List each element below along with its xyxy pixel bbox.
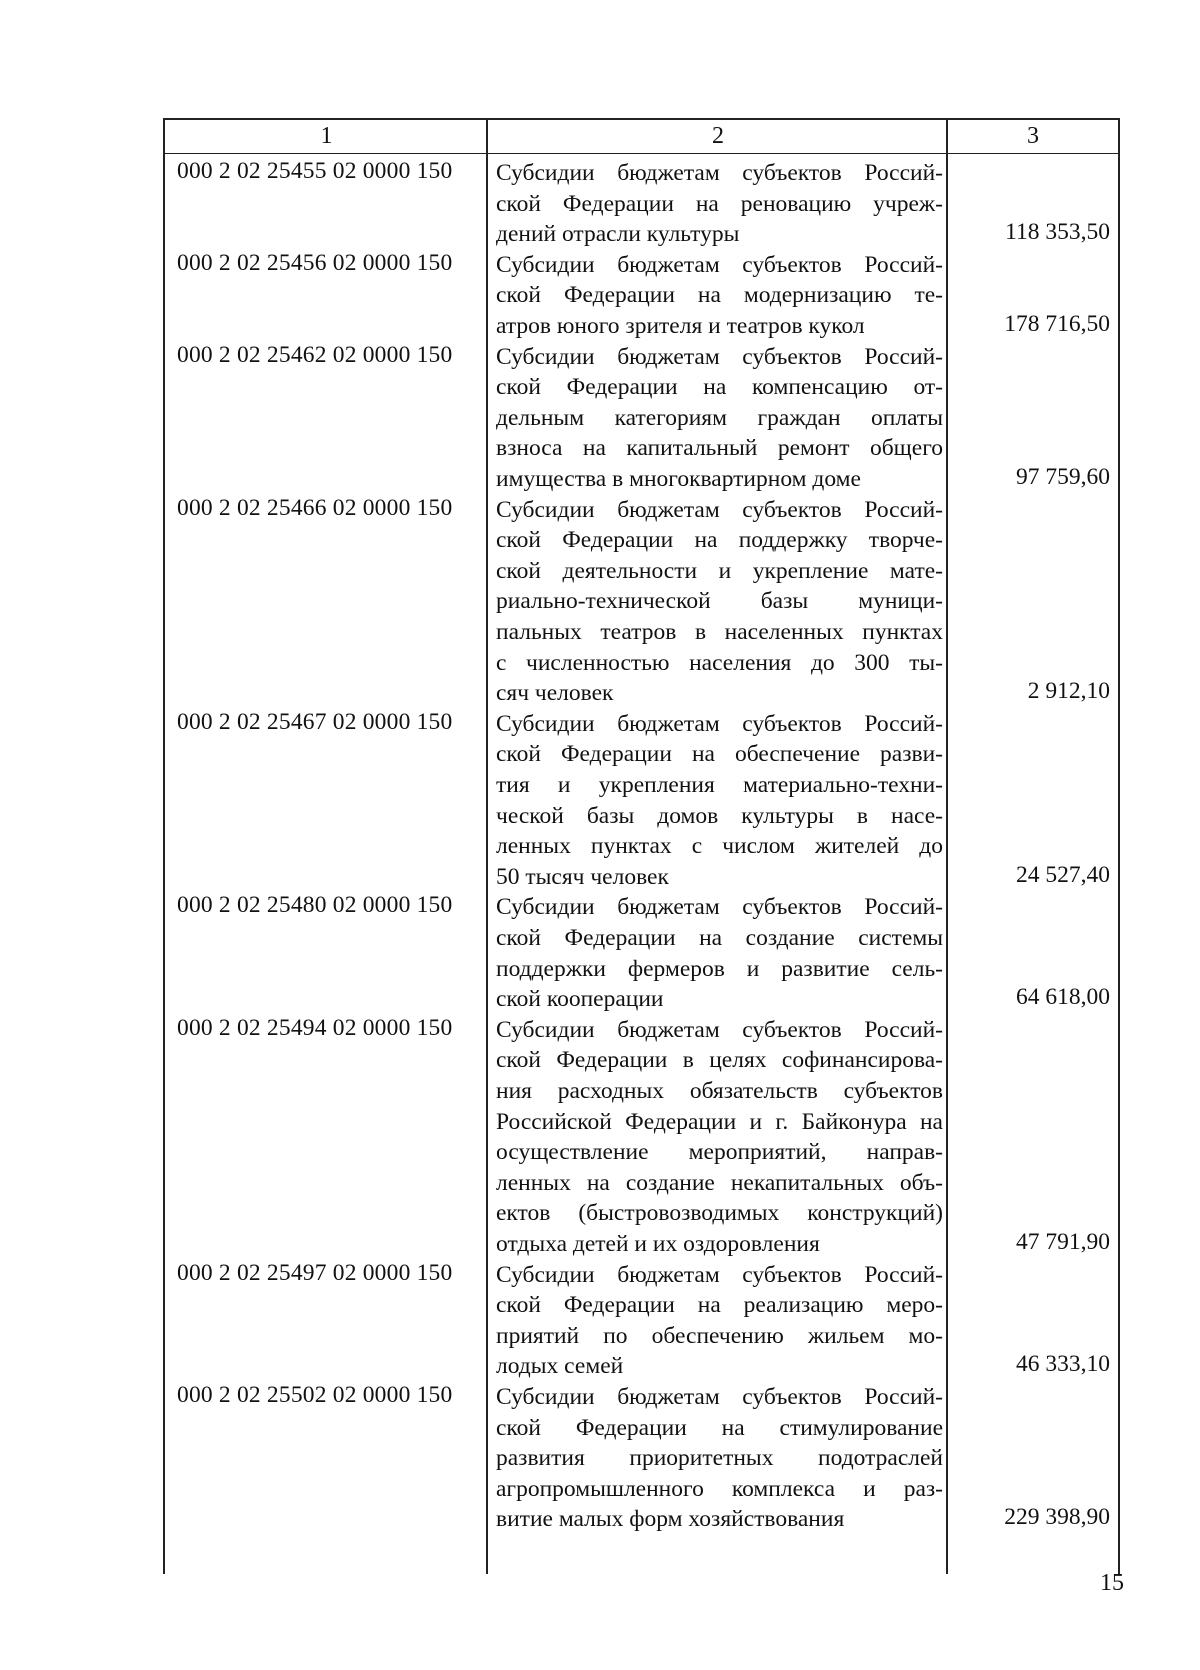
amount-value: 47 791,90 — [1016, 1228, 1110, 1255]
description-line: пальных театров в населенных пунктах — [496, 618, 943, 645]
table-row — [165, 250, 1118, 342]
description-line: дельным категориям граждан оплаты — [496, 404, 943, 431]
description-line: ленных на создание некапитальных объ- — [496, 1169, 943, 1196]
table-row — [165, 892, 1118, 1014]
description-line: 50 тысяч человек — [496, 863, 669, 890]
amount-value: 229 398,90 — [1004, 1504, 1110, 1531]
budget-code: 000 2 02 25462 02 0000 150 — [177, 341, 453, 368]
budget-code: 000 2 02 25455 02 0000 150 — [177, 158, 453, 184]
amount-value: 118 353,50 — [1005, 219, 1110, 246]
description-line: риально-технической базы муници- — [496, 588, 943, 615]
description-line: Российской Федерации и г. Байконура на — [496, 1108, 943, 1135]
description-line: с численностью населения до 300 ты- — [496, 649, 943, 676]
table-row — [165, 1015, 1118, 1260]
table-body — [163, 154, 1120, 1574]
description-line: имущества в многоквартирном доме — [496, 465, 861, 492]
description-line: Субсидии бюджетам субъектов Россий- — [496, 894, 943, 921]
description-line: взноса на капитальный ремонт общего — [496, 435, 943, 462]
description-line: ской Федерации на поддержку творче- — [496, 527, 943, 554]
amount-value: 64 618,00 — [1016, 984, 1110, 1011]
amount-value: 24 527,40 — [1016, 861, 1110, 888]
header-col-3: 3 — [1027, 123, 1039, 149]
description-line: ской Федерации на модернизацию те- — [496, 282, 943, 309]
description-line: ской Федерации на реализацию меро- — [496, 1292, 943, 1319]
subsidy-description — [496, 1015, 943, 1260]
description-line: ской Федерации на реновацию учреж- — [496, 190, 943, 217]
description-line: Субсидии бюджетам субъектов Россий- — [496, 1384, 943, 1410]
subsidy-description — [496, 495, 943, 709]
description-line: ской Федерации на создание системы — [496, 924, 943, 951]
description-line: Субсидии бюджетам субъектов Россий- — [496, 710, 943, 737]
description-line: тия и укрепления материально-техни- — [496, 771, 943, 798]
description-line: осуществление мероприятий, направ- — [496, 1139, 943, 1166]
description-line: ектов (быстровозводимых конструкций) — [496, 1200, 943, 1227]
table-row — [165, 1382, 1118, 1535]
description-line: лодых семей — [496, 1353, 624, 1380]
subsidy-description — [496, 1382, 943, 1535]
subsidy-table — [163, 118, 1120, 1574]
header-divider — [486, 120, 488, 153]
description-line: Субсидии бюджетам субъектов Россий- — [496, 1261, 943, 1288]
amount-value: 46 333,10 — [1016, 1351, 1110, 1378]
subsidy-description — [496, 709, 943, 893]
table-row — [165, 158, 1118, 250]
description-line: дений отрасли культуры — [496, 221, 740, 248]
budget-code: 000 2 02 25497 02 0000 150 — [177, 1259, 453, 1286]
header-col-1: 1 — [320, 123, 333, 149]
table-row — [165, 1260, 1118, 1382]
subsidy-description — [496, 342, 943, 495]
description-line: ленных пунктах с числом жителей до — [496, 833, 943, 860]
budget-code: 000 2 02 25466 02 0000 150 — [177, 494, 453, 521]
header-divider — [946, 120, 948, 153]
description-line: витие малых форм хозяйствования — [496, 1506, 845, 1533]
description-line: развития приоритетных подотраслей — [496, 1445, 943, 1472]
description-line: ской деятельности и укрепление мате- — [496, 557, 943, 584]
amount-value: 178 716,50 — [1004, 310, 1110, 337]
budget-code: 000 2 02 25480 02 0000 150 — [177, 892, 453, 919]
description-line: поддержки фермеров и развитие сель- — [496, 955, 943, 982]
table-header — [163, 118, 1120, 154]
description-line: отдыха детей и их оздоровления — [496, 1230, 820, 1257]
description-line: Субсидии бюджетам субъектов Россий- — [496, 1016, 943, 1043]
amount-value: 2 912,10 — [1027, 678, 1110, 705]
description-line: ской Федерации на компенсацию от- — [496, 374, 943, 401]
table-row — [165, 342, 1118, 495]
description-line: ческой базы домов культуры в насе- — [496, 802, 943, 829]
description-line: ской Федерации на обеспечение разви- — [496, 741, 943, 768]
description-line: Субсидии бюджетам субъектов Россий- — [496, 496, 943, 523]
budget-code: 000 2 02 25502 02 0000 150 — [177, 1382, 453, 1408]
description-line: агропромышленного комплекса и раз- — [496, 1475, 943, 1502]
description-line: Субсидии бюджетам субъектов Россий- — [496, 343, 943, 370]
table-row — [165, 709, 1118, 893]
description-line: Субсидии бюджетам субъектов Россий- — [496, 160, 943, 186]
description-line: атров юного зрителя и театров кукол — [496, 312, 865, 339]
description-line: ской Федерации в целях софинансирова- — [496, 1047, 943, 1074]
subsidy-description — [496, 892, 943, 1014]
subsidy-description — [496, 250, 943, 342]
budget-code: 000 2 02 25494 02 0000 150 — [177, 1014, 453, 1041]
description-line: ской Федерации на стимулирование — [496, 1414, 943, 1441]
table-row — [165, 495, 1118, 709]
description-line: Субсидии бюджетам субъектов Россий- — [496, 251, 943, 278]
budget-code: 000 2 02 25456 02 0000 150 — [177, 249, 453, 276]
header-col-2: 2 — [712, 123, 724, 149]
description-line: ской кооперации — [496, 986, 664, 1013]
budget-code: 000 2 02 25467 02 0000 150 — [177, 708, 453, 735]
description-line: приятий по обеспечению жильем мо- — [496, 1322, 943, 1349]
subsidy-description — [496, 1260, 943, 1382]
description-line: сяч человек — [496, 680, 614, 707]
description-line: ния расходных обязательств субъектов — [496, 1077, 943, 1104]
page-number: 15 — [1100, 1570, 1124, 1596]
amount-value: 97 759,60 — [1016, 463, 1110, 490]
subsidy-description — [496, 158, 943, 250]
